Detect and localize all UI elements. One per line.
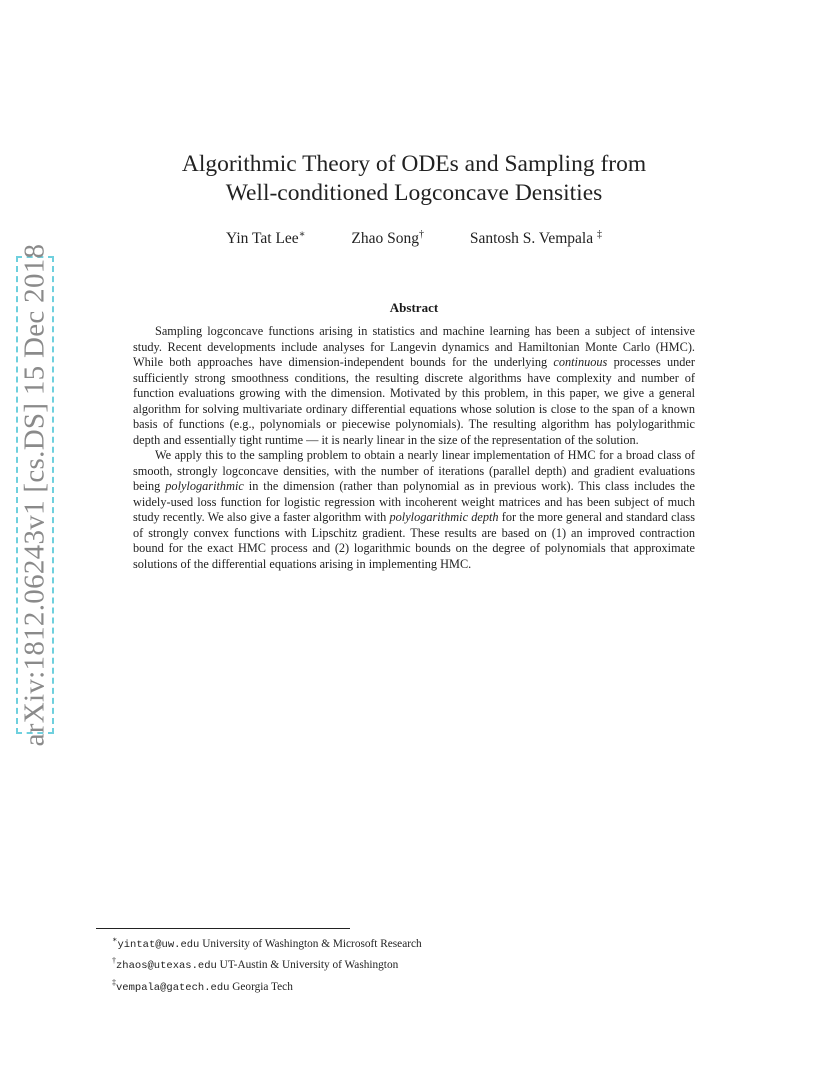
- footnote-email: zhaos@utexas.edu: [116, 960, 217, 973]
- author-name: Santosh S. Vempala: [469, 230, 594, 248]
- author-mark: ‡: [596, 229, 602, 240]
- footnotes: [112, 932, 422, 996]
- author-3: [470, 229, 602, 248]
- abstract-text: We apply this to the sampling problem to obtain a nearly linear implementation of HMC for a broad class of smooth, strongly logconcave densities, with the number of iterations (parallel depth) and gradient evaluations being: [133, 448, 695, 493]
- abstract-text: for the more general and standard class of strongly convex functions with Lipschitz gradient. These results are based on (1) an improved contraction bound for the exact HMC process and (2) logarithmic bounds on the degree of polynomials that approximate solutions of the differential equations arising in implementing HMC.: [133, 510, 695, 571]
- abstract-text: processes under sufficiently strong smoothness conditions, the resulting discrete algorithms have complexity and number of function evaluations growing with the dimension. Motivated by this problem, in this paper, we give a general algorithm for solving multivariate ordinary differential equations whose solution is close to the span of a known basis of functions (e.g., polynomials or piecewise polynomials). The resulting algorithm has polylogarithmic depth and essentially tight runtime — it is nearly linear in the size of the representation of the solution.: [133, 355, 695, 447]
- abstract-heading: Abstract: [389, 300, 439, 315]
- title-line-1: Algorithmic Theory of ODEs and Sampling from: [181, 151, 647, 177]
- footnote-affiliation: UT-Austin & University of Washington: [219, 959, 399, 972]
- abstract-emphasis: polylogarithmic depth: [389, 510, 499, 524]
- author-list: [100, 229, 728, 248]
- footnote-mark: ‡: [112, 977, 116, 987]
- footnote-email: yintat@uw.edu: [117, 938, 200, 951]
- author-2: [351, 229, 424, 248]
- abstract-body: [133, 324, 695, 572]
- abstract-emphasis: continuous: [553, 355, 608, 369]
- author-mark: ∗: [298, 229, 306, 240]
- footnote-divider: [96, 928, 350, 929]
- paper-title: [100, 150, 728, 208]
- arxiv-identifier: arXiv:1812.06243v1 [cs.DS] 15 Dec 2018: [18, 243, 51, 747]
- abstract-paragraph-1: [133, 324, 695, 448]
- abstract-text: in the dimension (rather than polynomial as in previous work). This class includes the widely-used loss function for logistic regression with incoherent weight matrices and has been subject of much study recently. We also give a faster algorithm with: [133, 479, 695, 524]
- abstract-text: Sampling logconcave functions arising in statistics and machine learning has been a subject of intensive study. Recent developments include analyses for Langevin dynamics and Hamiltonian Monte Carlo (HMC). While both approaches have dimension-independent bounds for the underlying: [133, 324, 695, 369]
- abstract-emphasis: polylogarithmic: [165, 479, 244, 493]
- author-1: [226, 229, 305, 248]
- author-name: Zhao Song: [351, 230, 419, 248]
- abstract-paragraph-2: [133, 448, 695, 572]
- footnote-mark: †: [112, 956, 116, 966]
- footnote-1: [112, 932, 422, 953]
- title-line-2: Well-conditioned Logconcave Densities: [225, 180, 603, 206]
- footnote-mark: ∗: [112, 935, 118, 944]
- author-name: Yin Tat Lee: [226, 230, 299, 248]
- footnote-2: [112, 953, 422, 974]
- footnote-affiliation: University of Washington & Microsoft Research: [202, 937, 422, 950]
- footnote-email: vempala@gatech.edu: [116, 981, 230, 994]
- author-mark: †: [418, 229, 424, 240]
- footnote-3: [112, 975, 422, 996]
- footnote-affiliation: Georgia Tech: [232, 980, 293, 993]
